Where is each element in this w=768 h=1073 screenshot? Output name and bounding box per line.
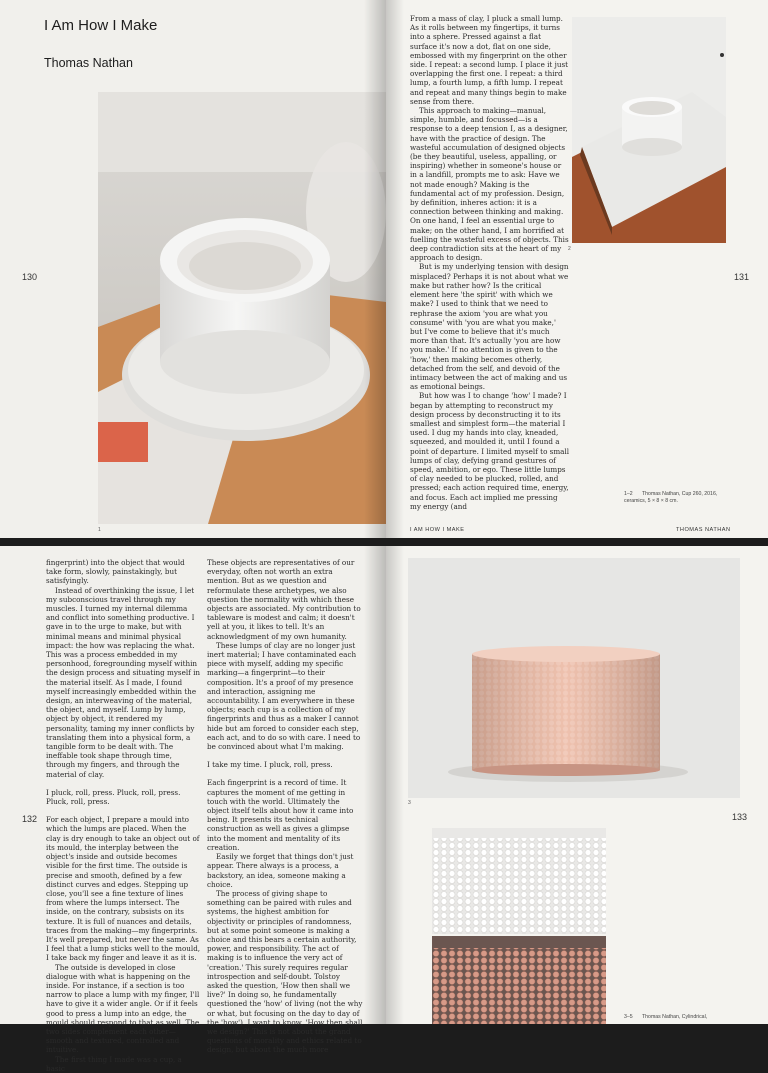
caption-number: 1–2 — [624, 491, 633, 497]
article-author: Thomas Nathan — [44, 56, 133, 70]
page-133 — [386, 546, 768, 1024]
figure-caption — [624, 491, 734, 504]
spread-pages-132-133 — [0, 546, 768, 1073]
gutter-shadow — [386, 546, 404, 1024]
page-number-left: 132 — [22, 814, 38, 824]
paragraph: I pluck, roll, press. Pluck, roll, press. Pluck, roll, press. — [46, 787, 181, 807]
figure-number-1: 1 — [98, 527, 101, 533]
gutter-shadow — [364, 546, 386, 1024]
caption-text: Thomas Nathan, Cylindrical, — [642, 1014, 708, 1020]
body-text-column-2 — [207, 558, 363, 1055]
running-head-right: THOMAS NATHAN — [676, 527, 731, 533]
photo-cup-on-table — [572, 17, 726, 243]
photo-texture-detail-white — [432, 828, 606, 934]
vessel-photo-illustration — [408, 558, 740, 798]
page-132 — [0, 546, 386, 1073]
page-number-right: 133 — [732, 812, 748, 822]
paragraph: But is my underlying tension with design misplaced? Perhaps it is not about what we make but rather how? Is the critical element here 'the spirit' with which we make? I used to think that we need to rephrase the axiom 'you are what you consume' with 'you are what you make,' but I've come to believe that it's much more than that. It's actually 'you are how you make.' If no attention is given to the 'how,' then making becomes otherly, detached from the self, and devoid of the intimacy between the act of making and us as emotional beings. — [410, 262, 569, 392]
caption-number: 3–5 — [624, 1014, 633, 1020]
texture-pink-illustration — [432, 936, 606, 1024]
body-text-column — [410, 14, 570, 524]
photo-texture-detail-pink — [432, 936, 606, 1024]
paragraph: The outside is developed in close dialogue with what is happening on the inside. For instance, if a section is too narrow to place a lump with my finger, I'll have to give it a wider angle. Or if it feels good to press a lump into an edge, the mould should respond to that as well. The two sides complement each other—smooth and textured, controlled and intuitive. — [46, 962, 200, 1055]
page-number-right: 131 — [734, 272, 750, 282]
paragraph: Easily we forget that things don't just appear. There always is a process, a backstory, an idea, someone making a choice. — [207, 852, 354, 889]
photo-cylindrical-vessel — [408, 558, 740, 798]
body-text-column-1 — [46, 558, 202, 1073]
gutter-shadow — [364, 0, 386, 538]
paragraph: The first thing I made was a cup, a basic — [46, 1054, 182, 1073]
paragraph: Instead of overthinking the issue, I let my subconscious travel through my muscles. I turned my internal dilemma and conflict into something productive. I gave in to the urge to make, but with minimal means and minimal physical impact: the how was replacing the what. This was a process embedded in my personhood, foregrounding myself within the design process and situating myself in the material itself. As I made, I found myself increasingly embedded within the design, an interweaving of the material, the object, and myself. Lump by lump, object by object, it rendered my personality, taming my inner conflicts by translating them into a physical form, a tangible form to be dealt with. The ineffable took shape through time, through my fingers, and through the material of clay. — [46, 585, 200, 779]
article-title: I Am How I Make — [44, 17, 158, 34]
figure-number-3: 3 — [408, 800, 411, 806]
paragraph: I take my time. I pluck, roll, press. — [207, 760, 333, 770]
texture-white-illustration — [432, 828, 606, 934]
paragraph: But how was I to change 'how' I made? I began by attempting to reconstruct my design process by deconstructing it to its smallest and simplest form—the material I used. I dug my hands into clay, kneaded, squeezed, and moulded it, until I found a point of departure. I limited myself to small lumps of clay, defying grand gestures of speed, ambition, or ego. These little lumps of clay needed to be plucked, rolled, and pressed; each action required time, energy, and focus. Each act implied me pressing my energy (and — [410, 391, 570, 511]
paragraph: These objects are representatives of our everyday, often not worth an extra mention. But as we question and reformulate these archetypes, we also question the normality with which these objects are associated. My contribution to tableware is modest and calm; it doesn't yell at you, it likes to tell. It's an acknowledgment of my own humanity. — [207, 558, 361, 641]
paragraph: The process of giving shape to something can be paired with rules and systems, the highest ambition for objectivity or principles of randomness, but at some point someone is making a choice and this bears a certain authority, power, and responsibility. The act of making is to influence the very act of 'creation.' This surely requires regular introspection and self-doubt. Tolstoy asked the question, 'How then shall we live?' In doing so, he fundamentally questioned the 'how' of living (not the why or what, but focusing on the day to day of the 'how'). I want to know, 'How then shall we design?' This is not about the grand questions of morality and ethics related to design, but about the much more — [207, 888, 363, 1055]
caption-text: Thomas Nathan, Cup 260, 2016, ceramics, 5 × 8 × 8 cm. — [624, 491, 718, 504]
figure-number-2: 2 — [568, 246, 571, 252]
photo-cup-on-plate — [98, 92, 386, 524]
paragraph: These lumps of clay are no longer just inert material; I have contaminated each piece with myself, adding my specific marking—a fingerprint—to their composition. It's a proof of my presence and interaction, assigning me accountability. I am everywhere in these objects; each cup is a collection of my fingerprints and thus as a maker I cannot hide but am forced to consider each step, each act, and to do so with care. I need to be convinced about what I'm making. — [207, 640, 361, 752]
cup-photo-illustration — [98, 92, 386, 524]
paragraph: From a mass of clay, I pluck a small lump. As it rolls between my fingertips, it turns into a sphere. Pressed against a flat surface it's now a dot, flat on one side, embossed with my fingerprint on the other side. I repeat: a second lump. I place it just overlapping the first one. I repeat: a third lump, a fourth lump, a fifth lump. I repeat and repeat and many things begin to make sense from there. — [410, 14, 569, 106]
gutter-shadow — [386, 0, 404, 538]
paragraph: Each fingerprint is a record of time. It captures the moment of me getting in touch with the world. Ultimately the object itself tells about how it came into being. It presents its technical construction as well as gives a glimpse into the moment and mentality of its creation. — [207, 778, 354, 852]
page-131 — [386, 0, 768, 538]
paragraph: fingerprint) into the object that would take form, slowly, painstakingly, but satisfyingly. — [46, 558, 185, 586]
page-130 — [0, 0, 386, 538]
running-head-left: I AM HOW I MAKE — [410, 527, 465, 533]
cup-table-illustration — [572, 17, 726, 243]
paragraph: For each object, I prepare a mould into which the lumps are placed. When the clay is dry enough to take an object out of its mould, the interplay between the object's inside and outside becomes visible for the first time. The outside is precise and smooth, defined by a few distinct curves and edges. Stepping up close, you'll see a fine texture of lines from where the lumps intersect. The inside, on the contrary, subsists on its texture. It is full of nuances and details, traces from the making—my fingerprints. It's well prepared, but never the same. As I feel that a lump sticks well to the mould, I take back my finger and leave it as it is. — [46, 815, 201, 963]
paragraph: This approach to making—manual, simple, humble, and focussed—is a response to a deep tension I, as a designer, have with the practice of design. The wasteful accumulation of designed objects (be they beautiful, useless, appalling, or inspiring) whether in someone's house or in a landfill, prompts me to ask: Have we not made enough? Making is the fundamental act of my profession. Design, by definition, inheres action: it is a connection between thinking and making. On one hand, I feel an essential urge to make; on the other hand, I am horrified at fuelling the wasteful excess of objects. This deep contradiction sits at the heart of my approach to design. — [410, 106, 569, 263]
page-number-left: 130 — [22, 272, 38, 282]
figure-caption — [624, 1014, 744, 1021]
